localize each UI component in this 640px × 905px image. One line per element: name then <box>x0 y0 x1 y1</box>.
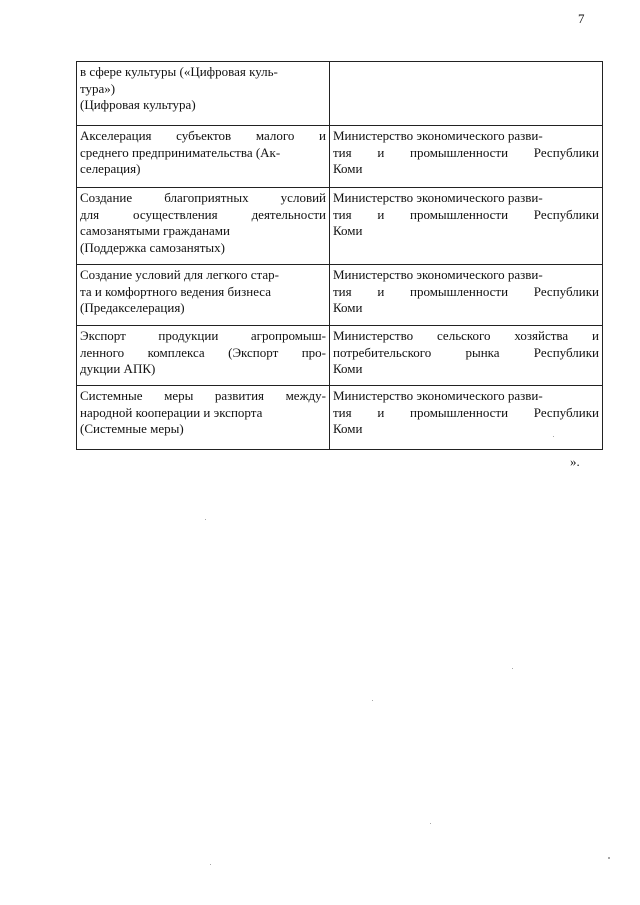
cell-line: Министерство сельского хозяйства и <box>333 328 599 343</box>
project-name-cell <box>77 265 330 326</box>
table-row <box>77 265 603 326</box>
cell-line: Коми <box>333 361 363 377</box>
cell-line: Министерство экономического разви- <box>333 128 543 143</box>
scan-speck <box>608 857 610 859</box>
table-row <box>77 126 603 188</box>
cell-line: Коми <box>333 223 363 239</box>
cell-line: Министерство экономического разви- <box>333 190 543 205</box>
page-number: 7 <box>578 11 585 26</box>
table-row <box>77 188 603 265</box>
cell-line: народной кооперации и экспорта <box>80 404 263 420</box>
table-row <box>77 326 603 386</box>
ministry-cell <box>330 126 603 188</box>
ministry-cell <box>330 326 603 386</box>
ministry-cell <box>330 62 603 126</box>
scan-speck <box>210 864 211 865</box>
cell-line: (Предакселерация) <box>80 300 185 316</box>
cell-line: тура») <box>80 80 116 96</box>
cell-line: та и комфортного ведения бизнеса <box>80 283 271 299</box>
cell-line: Системные меры развития между- <box>80 388 326 403</box>
closing-quote-mark: ». <box>570 454 580 469</box>
project-name-cell <box>77 62 330 126</box>
cell-line: Коми <box>333 300 363 316</box>
cell-line: самозанятыми гражданами <box>80 223 230 239</box>
cell-line: (Поддержка самозанятых) <box>80 239 225 255</box>
project-name-cell <box>77 188 330 265</box>
cell-line: для осуществления деятельности <box>80 206 326 222</box>
table-row <box>77 62 603 126</box>
project-name-cell <box>77 326 330 386</box>
scan-speck <box>553 436 554 437</box>
cell-line: (Системные меры) <box>80 421 184 437</box>
project-name-cell <box>77 126 330 188</box>
cell-line: дукции АПК) <box>80 361 156 377</box>
ministry-cell <box>330 265 603 326</box>
cell-line: селерация) <box>80 161 141 177</box>
cell-line: потребительского рынка Республики <box>333 344 599 360</box>
cell-line: (Цифровая культура) <box>80 97 196 113</box>
cell-line: тия и промышленности Республики <box>333 283 599 299</box>
cell-line: Министерство экономического разви- <box>333 267 543 282</box>
table-row <box>77 386 603 450</box>
ministry-cell <box>330 188 603 265</box>
cell-line: тия и промышленности Республики <box>333 404 599 420</box>
cell-line: в сфере культуры («Цифровая куль- <box>80 64 278 79</box>
cell-line: Создание условий для легкого стар- <box>80 267 279 282</box>
cell-line: ленного комплекса (Экспорт про- <box>80 344 326 360</box>
cell-line: Акселерация субъектов малого и <box>80 128 326 143</box>
project-name-cell <box>77 386 330 450</box>
cell-line: тия и промышленности Республики <box>333 144 599 160</box>
cell-line: тия и промышленности Республики <box>333 206 599 222</box>
cell-line: Министерство экономического разви- <box>333 388 543 403</box>
ministry-cell <box>330 386 603 450</box>
cell-line: среднего предпринимательства (Ак- <box>80 144 281 160</box>
scan-speck <box>205 519 206 520</box>
cell-line: Создание благоприятных условий <box>80 190 326 205</box>
cell-line: Экспорт продукции агропромыш- <box>80 328 326 343</box>
scan-speck <box>430 823 431 824</box>
programs-table <box>76 61 603 450</box>
scan-speck <box>512 668 513 669</box>
cell-line: Коми <box>333 421 363 437</box>
cell-line: Коми <box>333 161 363 177</box>
scan-speck <box>372 700 373 701</box>
